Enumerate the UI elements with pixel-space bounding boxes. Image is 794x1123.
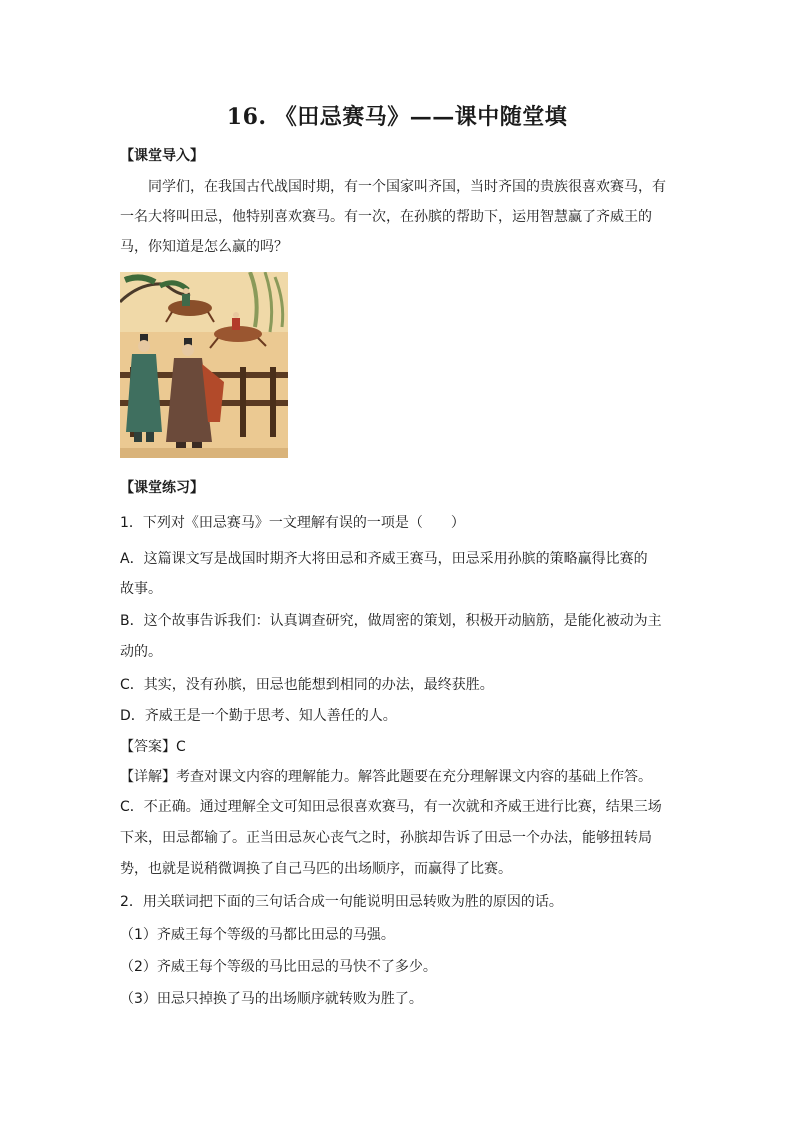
q2-item-3: （3）田忌只掉换了马的出场顺序就转败为胜了。: [120, 991, 423, 1007]
page-title: 16. 《田忌赛马》——课中随堂填: [226, 104, 568, 130]
intro-line-3: 马，你知道是怎么赢的吗？: [120, 239, 288, 255]
q1-option-c: C．其实，没有孙膑，田忌也能想到相同的办法，最终获胜。: [120, 677, 494, 693]
q2-stem: 2．用关联词把下面的三句话合成一句能说明田忌转败为胜的原因的话。: [120, 894, 563, 910]
q1-option-b-line2: 动的。: [120, 644, 162, 660]
q2-item-1: （1）齐威王每个等级的马都比田忌的马强。: [120, 927, 395, 943]
q1-detail-line-1: C．不正确。通过理解全文可知田忌很喜欢赛马，有一次就和齐威王进行比赛，结果三场: [120, 799, 662, 815]
q1-option-a-line2: 故事。: [120, 581, 162, 597]
intro-line-2: 一名大将叫田忌，他特别喜欢赛马。有一次，在孙膑的帮助下，运用智慧赢了齐威王的: [120, 209, 652, 225]
intro-line-1: 同学们，在我国古代战国时期，有一个国家叫齐国，当时齐国的贵族很喜欢赛马，有: [148, 179, 666, 195]
q1-detail-line-2: 下来，田忌都输了。正当田忌灰心丧气之时，孙膑却告诉了田忌一个办法，能够扭转局: [120, 830, 652, 846]
q1-answer: 【答案】C: [120, 739, 186, 755]
intro-heading: 【课堂导入】: [120, 148, 204, 164]
q1-stem: 1．下列对《田忌赛马》一文理解有误的一项是（ ）: [120, 515, 465, 531]
practice-heading: 【课堂练习】: [120, 480, 204, 496]
q2-item-2: （2）齐威王每个等级的马比田忌的马快不了多少。: [120, 959, 437, 975]
q1-option-b-line1: B．这个故事告诉我们：认真调查研究，做周密的策划，积极开动脑筋，是能化被动为主: [120, 613, 662, 629]
q1-explanation: 【详解】考查对课文内容的理解能力。解答此题要在充分理解课文内容的基础上作答。: [120, 769, 652, 785]
horse-race-illustration: [120, 272, 288, 458]
q1-detail-line-3: 势，也就是说稍微调换了自己马匹的出场顺序，而赢得了比赛。: [120, 861, 512, 877]
q1-option-a-line1: A．这篇课文写是战国时期齐大将田忌和齐威王赛马，田忌采用孙膑的策略赢得比赛的: [120, 551, 648, 567]
q1-option-d: D．齐威王是一个勤于思考、知人善任的人。: [120, 708, 397, 724]
